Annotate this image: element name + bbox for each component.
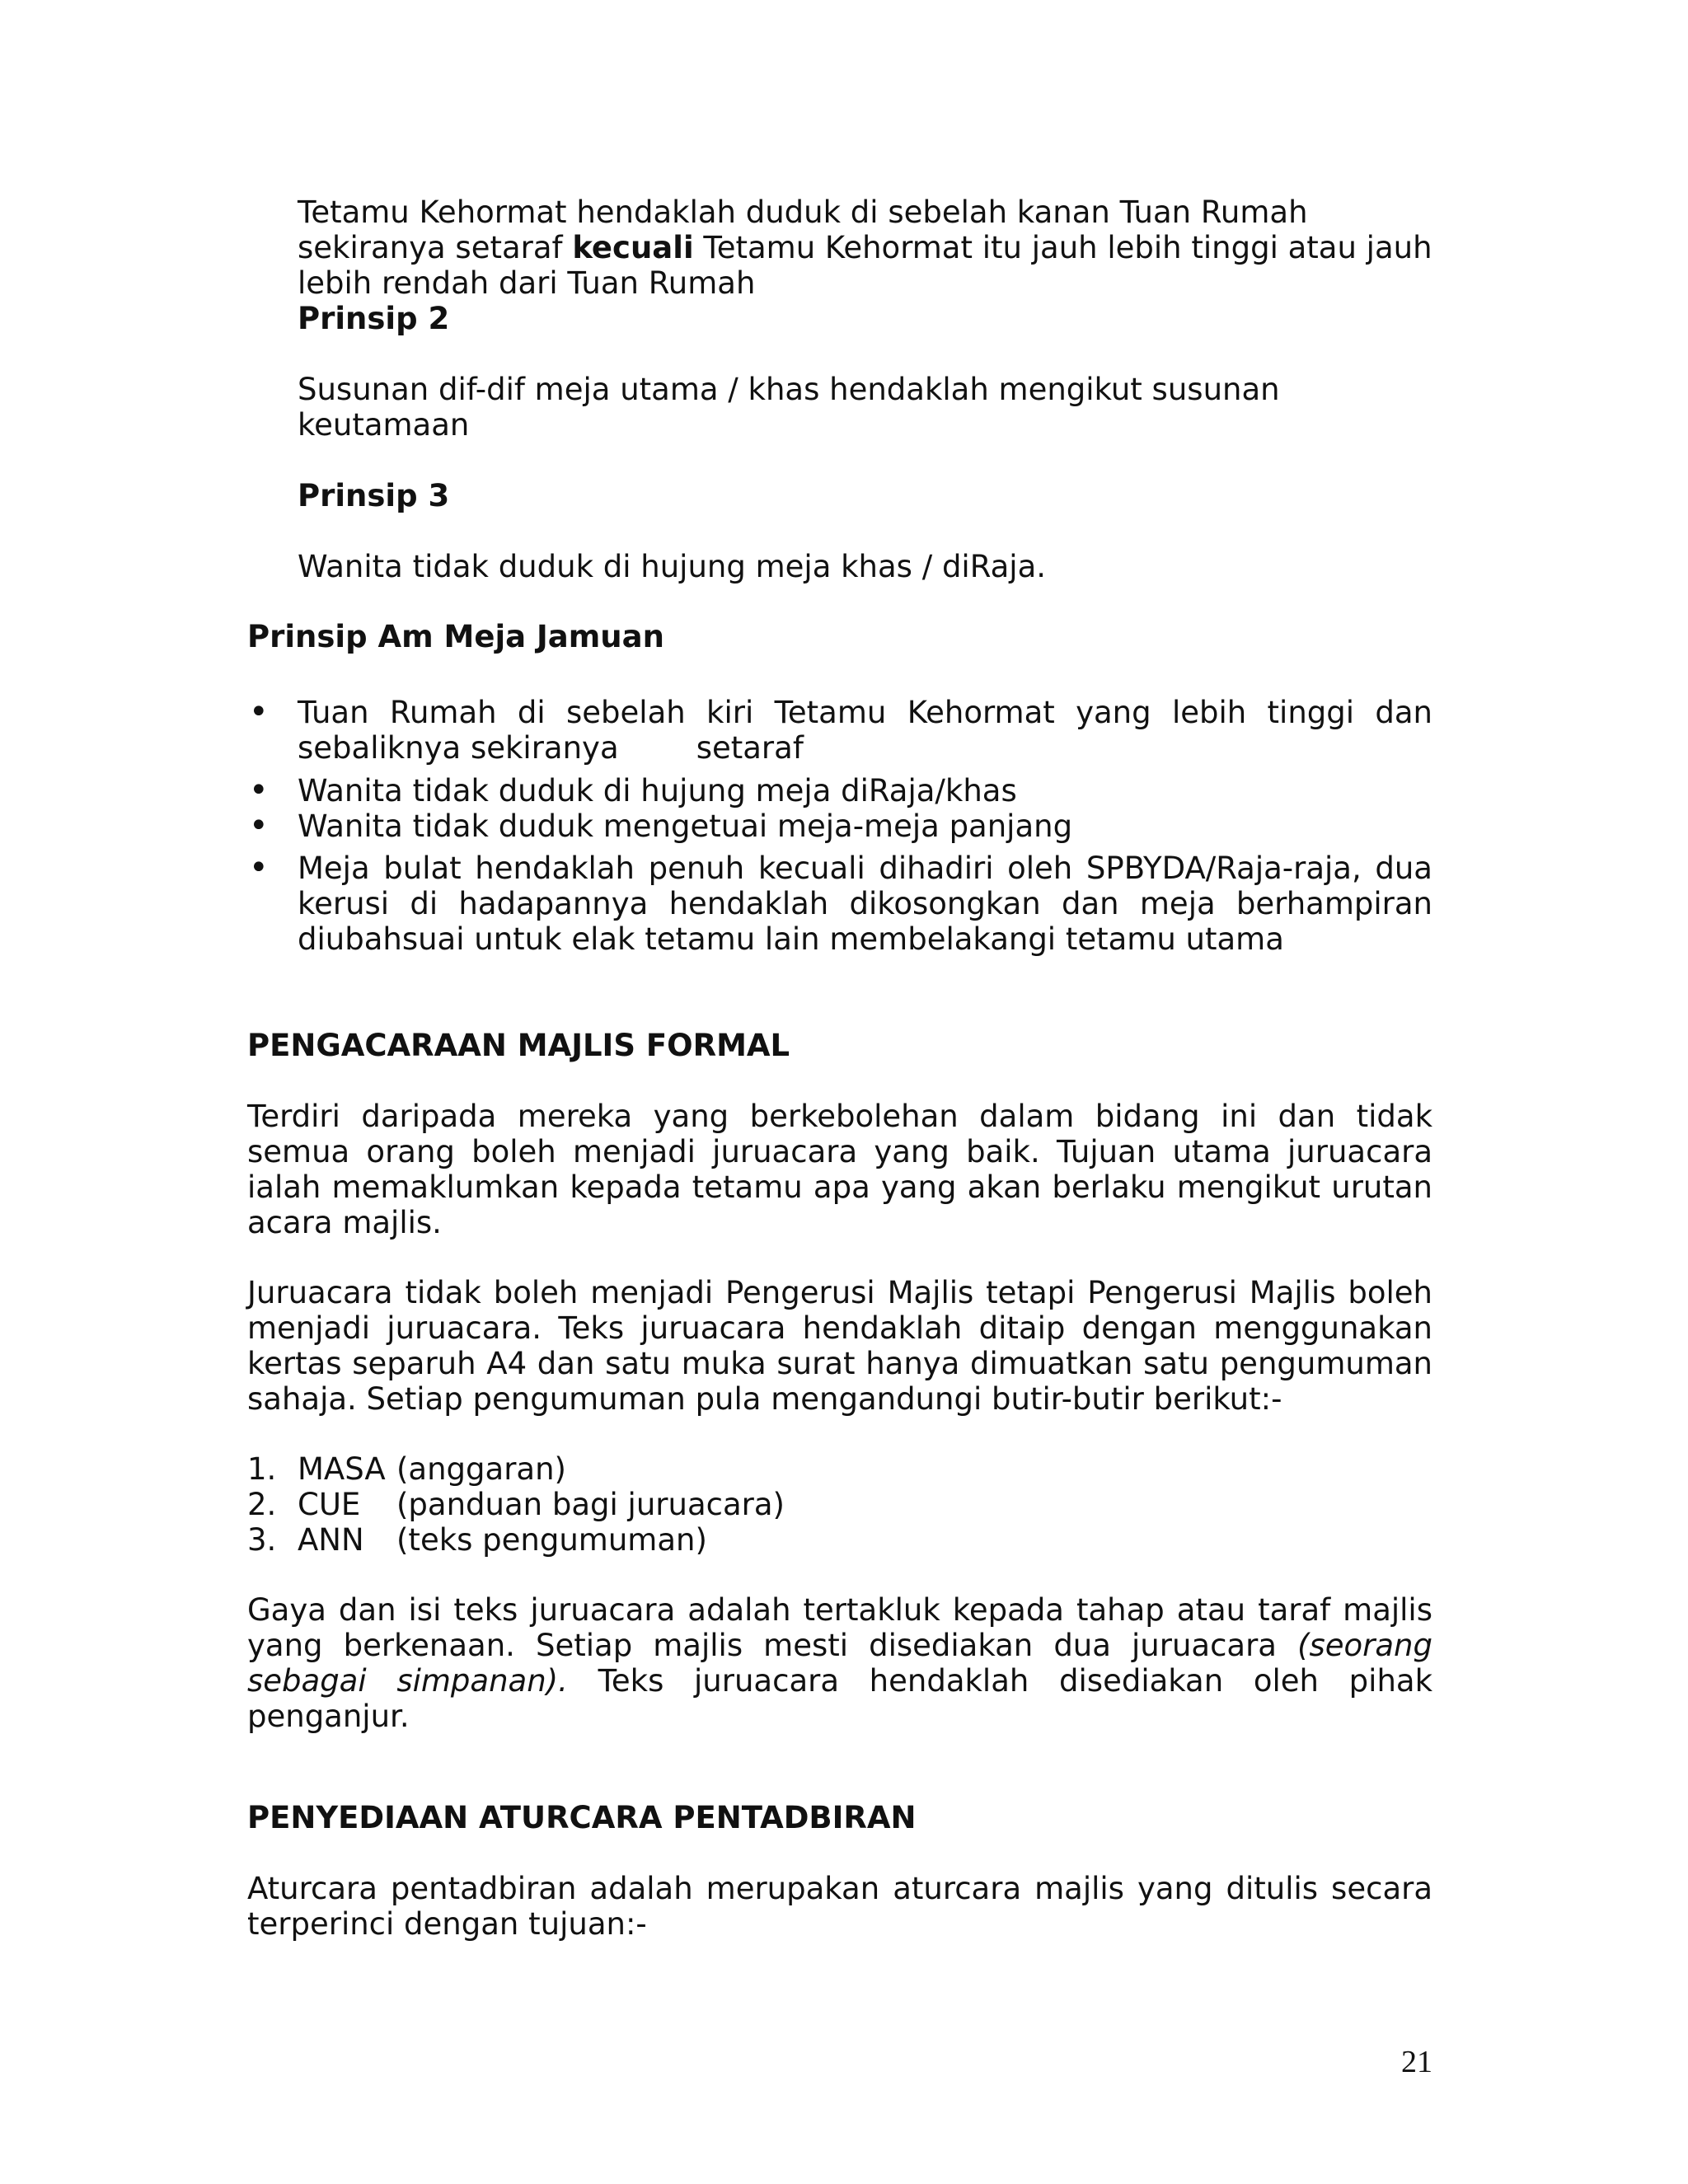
- prinsip-2-text: Susunan dif-dif meja utama / khas hendaklah mengikut susunan keutamaan: [298, 372, 1280, 443]
- list-item: [247, 1487, 1432, 1522]
- list-desc: (teks pengumuman): [396, 1522, 707, 1558]
- pengacaraan-paragraph-2: Juruacara tidak boleh menjadi Pengerusi Majlis tetapi Pengerusi Majlis boleh menjadi juruacara. Teks juruacara hendaklah ditaip dengan menggunakan kertas separuh A4 dan satu muka surat hanya dimuatkan satu pengumuman sahaja. Setiap pengumuman pula mengandungi butir-butir berikut:-: [247, 1275, 1432, 1417]
- list-item: [247, 808, 1432, 844]
- pengacaraan-heading: PENGACARAAN MAJLIS FORMAL: [247, 1028, 790, 1063]
- prinsip-am-list: [247, 693, 1442, 957]
- list-item-text: Wanita tidak duduk di hujung meja diRaja/khas: [298, 773, 1017, 808]
- bullet-icon: •: [249, 771, 269, 809]
- intro-text-1: Tetamu Kehormat hendaklah duduk di sebelah kanan Tuan Rumah sekiranya setaraf: [298, 194, 1308, 265]
- intro-paragraph: [298, 194, 1432, 301]
- bullet-icon: •: [249, 849, 269, 887]
- prinsip-am-heading: Prinsip Am Meja Jamuan: [247, 619, 664, 654]
- list-item: [247, 1522, 1432, 1558]
- list-item: [247, 693, 1442, 766]
- bullet-icon: •: [249, 693, 269, 731]
- bullet-icon: •: [249, 807, 269, 845]
- paragraph-3-text-a: Gaya dan isi teks juruacara adalah tertakluk kepada tahap atau taraf majlis yang berkenaan. Setiap majlis mesti disediakan dua juruacara: [247, 1592, 1432, 1663]
- paragraph-3-italic: (seorang sebagai simpanan).: [247, 1628, 1432, 1699]
- pengacaraan-paragraph-3: [247, 1592, 1432, 1734]
- prinsip-2-heading: Prinsip 2: [298, 301, 450, 336]
- penyediaan-paragraph: Aturcara pentadbiran adalah merupakan aturcara majlis yang ditulis secara terperinci dengan tujuan:-: [247, 1871, 1432, 1942]
- list-code: CUE: [298, 1487, 361, 1522]
- list-item: [247, 1451, 1432, 1487]
- list-desc: (panduan bagi juruacara): [396, 1487, 785, 1522]
- list-number: 1.: [247, 1451, 277, 1487]
- intro-text-2: Tetamu Kehormat itu jauh lebih tinggi atau jauh lebih rendah dari Tuan Rumah: [298, 230, 1432, 301]
- list-code: MASA: [298, 1451, 386, 1487]
- pengumuman-list: [247, 1451, 1432, 1558]
- page-number: 21: [1401, 2045, 1432, 2079]
- penyediaan-heading: PENYEDIAAN ATURCARA PENTADBIRAN: [247, 1800, 917, 1835]
- prinsip-3-text: Wanita tidak duduk di hujung meja khas / diRaja.: [298, 549, 1046, 584]
- list-number: 3.: [247, 1522, 277, 1558]
- list-item-text: Wanita tidak duduk mengetuai meja-meja panjang: [298, 808, 1073, 844]
- list-item: [247, 851, 1432, 957]
- list-item-text: Tuan Rumah di sebelah kiri Tetamu Kehormat yang lebih tinggi dan sebaliknya sekiranya setaraf: [298, 695, 1442, 766]
- intro-bold-word: kecuali: [572, 230, 694, 265]
- prinsip-3-heading: Prinsip 3: [298, 478, 450, 513]
- paragraph-3-text-b: Teks juruacara hendaklah disediakan oleh pihak penganjur.: [247, 1663, 1432, 1734]
- list-desc: (anggaran): [396, 1451, 566, 1487]
- list-item: [247, 773, 1432, 808]
- list-number: 2.: [247, 1487, 277, 1522]
- list-item-text: Meja bulat hendaklah penuh kecuali dihadiri oleh SPBYDA/Raja-raja, dua kerusi di hadapannya hendaklah dikosongkan dan meja berhampiran diubahsuai untuk elak tetamu lain membelakangi tetamu utama: [298, 851, 1432, 957]
- pengacaraan-paragraph-1: Terdiri daripada mereka yang berkebolehan dalam bidang ini dan tidak semua orang boleh menjadi juruacara yang baik. Tujuan utama juruacara ialah memaklumkan kepada tetamu apa yang akan berlaku mengikut urutan acara majlis.: [247, 1099, 1432, 1240]
- list-code: ANN: [298, 1522, 364, 1558]
